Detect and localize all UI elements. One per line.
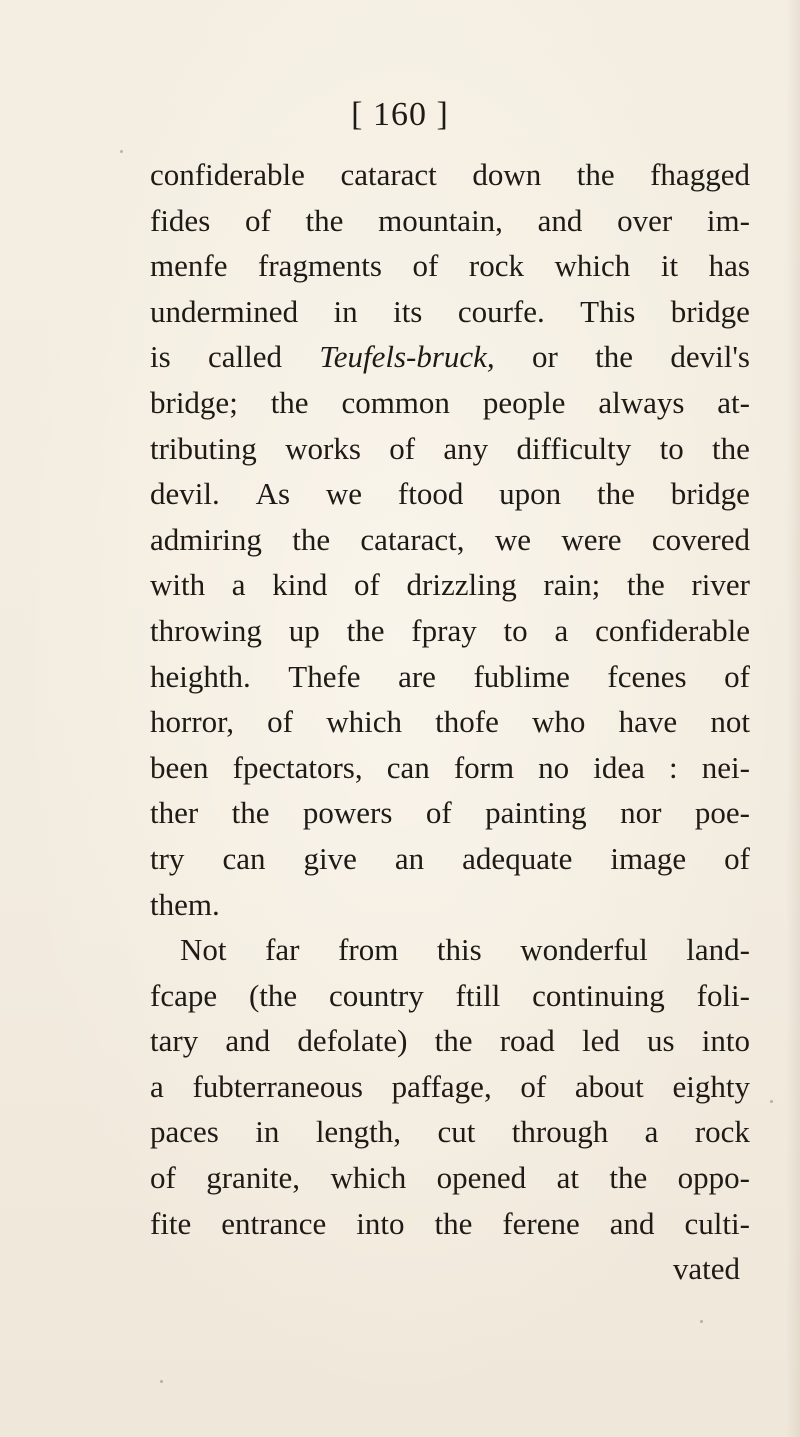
word: mountain, [378, 202, 503, 238]
word: the [595, 339, 634, 375]
word: bridge [670, 293, 750, 329]
word: rock [468, 248, 524, 284]
word: the [576, 157, 615, 192]
word: bridge; [150, 384, 238, 420]
word: always [598, 384, 685, 420]
word: nor [620, 795, 662, 831]
word: no [538, 749, 570, 785]
word: horror, [150, 704, 234, 740]
word: length, [315, 1114, 402, 1150]
word: which [326, 704, 402, 740]
word: cut [437, 1114, 476, 1150]
word: in [255, 1114, 280, 1150]
paper-speck [700, 1320, 703, 1323]
word: country [329, 977, 424, 1013]
word: tary [150, 1023, 199, 1059]
word: a [644, 1114, 659, 1150]
word: kind [272, 567, 328, 603]
word: us [647, 1023, 675, 1059]
word: about [574, 1068, 644, 1104]
word: oppo- [677, 1160, 750, 1196]
word: of [520, 1068, 547, 1104]
word: called [208, 339, 283, 375]
text-line [150, 471, 750, 517]
word: from [338, 932, 399, 968]
word: fublime [473, 658, 570, 694]
word: entrance [221, 1205, 327, 1241]
word: cataract, [360, 521, 465, 557]
word: led [581, 1023, 620, 1059]
text-line [150, 426, 750, 472]
word: granite, [206, 1160, 301, 1196]
text-line [150, 1201, 750, 1247]
word: the [270, 384, 309, 420]
word: culti- [684, 1205, 750, 1241]
word: a [231, 567, 246, 603]
word: vated [672, 1251, 740, 1287]
word: an [394, 840, 425, 876]
text-line [150, 1246, 750, 1292]
word: of [425, 795, 452, 831]
word: undermined [150, 293, 299, 329]
word: its [393, 293, 423, 329]
word: admiring [150, 521, 262, 557]
word: drizzling [406, 567, 517, 603]
word: opened [436, 1160, 527, 1196]
word: the [626, 567, 665, 603]
word: has [708, 248, 750, 284]
word: through [511, 1114, 609, 1150]
paper-speck [120, 150, 123, 153]
word: im- [706, 202, 750, 238]
word: paffage, [391, 1068, 492, 1104]
page-number-header: [ 160 ] [351, 96, 449, 133]
paper-speck [160, 1380, 163, 1383]
word: and [609, 1205, 655, 1241]
word: the [609, 1160, 648, 1196]
word: painting [485, 795, 587, 831]
word: any [443, 430, 489, 466]
word: at [556, 1160, 579, 1196]
word: are [398, 658, 436, 694]
word: rock [694, 1114, 750, 1150]
text-line [150, 517, 750, 563]
word: Thefe [288, 658, 361, 694]
word: the [346, 612, 385, 648]
word: fpectators, [232, 749, 363, 785]
word: of [244, 202, 271, 238]
word: common [341, 384, 450, 420]
word: menfe [150, 248, 228, 284]
word: and [225, 1023, 271, 1059]
word: the [712, 430, 750, 466]
word: devil. [150, 476, 220, 512]
word: heighth. [150, 658, 251, 694]
word: in [333, 293, 358, 329]
word: a [554, 612, 569, 648]
word: courfe. [457, 293, 545, 329]
text-line [150, 243, 750, 289]
word: cataract [340, 157, 437, 192]
word: which [554, 248, 631, 284]
word: not [710, 704, 750, 740]
word: fcenes [607, 658, 687, 694]
word: of [150, 1160, 176, 1196]
word: As [255, 476, 291, 512]
word: is [150, 339, 171, 375]
word: nei- [701, 749, 750, 785]
word: continuing [532, 977, 665, 1013]
word: give [303, 840, 357, 876]
word: covered [651, 521, 750, 557]
word: this [436, 932, 482, 968]
word: of [354, 567, 380, 603]
text-line [150, 334, 750, 380]
word: eighty [672, 1068, 750, 1104]
word: we [494, 521, 531, 557]
word: with [150, 567, 206, 603]
word: the [597, 476, 635, 512]
word: works [285, 430, 361, 466]
word: fcape [150, 977, 218, 1013]
word: confiderable [150, 157, 305, 192]
word: adequate [462, 840, 573, 876]
word: fragments [258, 248, 382, 284]
word: road [499, 1023, 555, 1059]
word: powers [302, 795, 393, 831]
word: ferene [502, 1205, 580, 1241]
word: far [265, 932, 300, 968]
text-line [150, 1109, 750, 1155]
word: land- [686, 932, 750, 968]
word: can [222, 840, 266, 876]
word: try [150, 840, 185, 876]
word: have [618, 704, 678, 740]
word: fite [150, 1205, 192, 1241]
word: to [503, 612, 528, 648]
word: the [434, 1205, 473, 1241]
word: poe- [694, 795, 750, 831]
word: we [325, 476, 363, 512]
text-line [150, 380, 750, 426]
word: image [610, 840, 687, 876]
word: ther [150, 795, 199, 831]
word: tributing [150, 430, 257, 466]
word: bridge [670, 476, 750, 512]
word: into [701, 1023, 750, 1059]
word: wonderful [520, 932, 648, 968]
word: fhagged [650, 157, 750, 192]
word: people [482, 384, 566, 420]
word: them. [150, 886, 220, 922]
word: defolate) [297, 1023, 408, 1059]
text-line [150, 790, 750, 836]
text-line [150, 1064, 750, 1110]
word: the [434, 1023, 473, 1059]
word: difficulty [516, 430, 632, 466]
word: fides [150, 202, 211, 238]
text-line [150, 699, 750, 745]
text-line [150, 198, 750, 244]
word: a [150, 1068, 164, 1104]
word: of [412, 248, 439, 284]
paper-speck [770, 1100, 773, 1103]
word: devil's [670, 339, 750, 375]
word: : [669, 749, 678, 785]
word: river [691, 567, 750, 603]
word: fpray [411, 612, 477, 648]
text-line [150, 654, 750, 700]
word: the [292, 521, 331, 557]
text-line [150, 152, 750, 198]
word: been [150, 749, 209, 785]
word: over [617, 202, 673, 238]
word: idea [593, 749, 645, 785]
word: at- [717, 384, 750, 420]
word: into [356, 1205, 405, 1241]
text-line [150, 973, 750, 1019]
word: the [231, 795, 270, 831]
word: thofe [435, 704, 499, 740]
word: form [453, 749, 515, 785]
word: the [305, 202, 344, 238]
word: up [288, 612, 320, 648]
text-line [150, 1018, 750, 1064]
word: can [386, 749, 430, 785]
word: This [580, 293, 636, 329]
page-edge-shadow [786, 0, 800, 1437]
word: which [330, 1160, 407, 1196]
word: (the [248, 977, 298, 1013]
text-line [150, 1155, 750, 1201]
word: of [389, 430, 416, 466]
word: to [659, 430, 684, 466]
word: throwing [150, 612, 262, 648]
word: upon [499, 476, 562, 512]
word: Teufels-bruck, [319, 339, 495, 375]
word: ftill [455, 977, 501, 1013]
word: of [724, 658, 750, 694]
text-line [150, 882, 750, 928]
word: it [660, 248, 679, 284]
word: were [561, 521, 622, 557]
word: paces [150, 1114, 219, 1150]
word: Not [180, 932, 227, 968]
word: rain; [543, 567, 601, 603]
text-line [150, 608, 750, 654]
body-text [150, 152, 750, 1292]
text-line [150, 836, 750, 882]
text-line [150, 745, 750, 791]
word: of [267, 704, 293, 740]
text-line [150, 562, 750, 608]
text-line [150, 927, 750, 973]
word: down [472, 157, 542, 192]
word: of [724, 840, 750, 876]
word: confiderable [595, 612, 750, 648]
word: who [532, 704, 586, 740]
word: foli- [696, 977, 750, 1013]
word: ftood [397, 476, 464, 512]
word: fubterraneous [192, 1068, 363, 1104]
text-line [150, 289, 750, 335]
word: and [537, 202, 583, 238]
word: or [532, 339, 558, 375]
